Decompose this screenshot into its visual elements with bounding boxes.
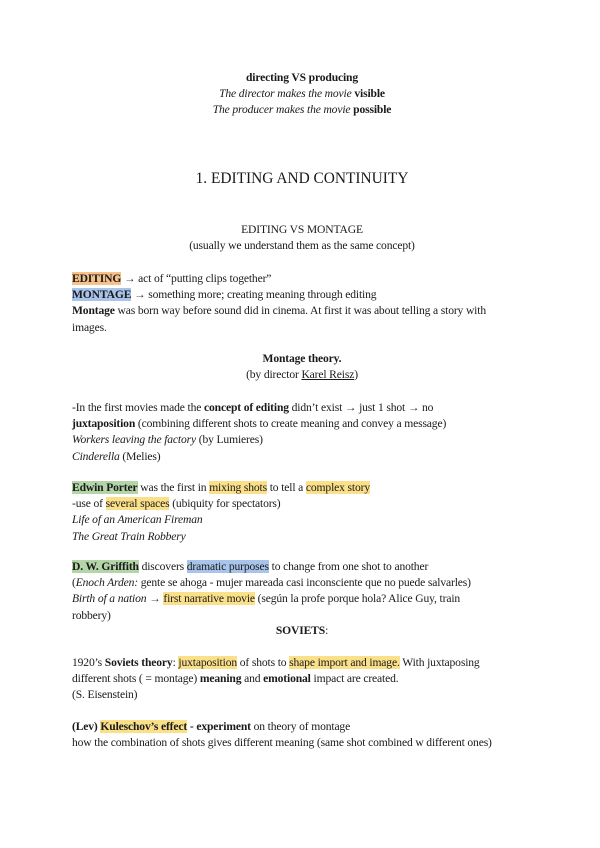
soviets-block xyxy=(72,655,532,704)
intro-line-director: The director makes the movie visible xyxy=(219,87,385,101)
griffith-block xyxy=(72,559,532,624)
intro-line-producer: The producer makes the movie possible xyxy=(212,103,392,117)
intro-title: directing VS producing xyxy=(245,71,359,84)
porter-block xyxy=(72,480,532,545)
soviets-title: SOVIETS: xyxy=(275,624,329,637)
griffith-line-4: robbery) xyxy=(72,608,111,622)
griffith-line-1: D. W. Griffith discovers dramatic purposes to change from one shot to another xyxy=(72,560,429,573)
montage-theory-title: Montage theory. xyxy=(262,352,342,365)
porter-film-1: Life of an American Fireman xyxy=(72,513,203,527)
griffith-line-3: Birth of a nation → first narrative movie (según la profe porque hola? Alice Guy, train xyxy=(72,592,461,606)
first-movies-line-2: juxtaposition (combining different shots to create meaning and convey a message) xyxy=(72,417,447,431)
montage-term: MONTAGE xyxy=(72,288,132,302)
montage-definition: MONTAGE → something more; creating meaning through editing xyxy=(72,288,377,302)
soviets-line-3: (S. Eisenstein) xyxy=(72,688,138,702)
griffith-line-2: (Enoch Arden: gente se ahoga - mujer mareada casi inconsciente que no puede salvarles) xyxy=(72,576,471,590)
section-heading: 1. EDITING AND CONTINUITY xyxy=(195,170,409,187)
editing-definition: EDITING → act of “putting clips together” xyxy=(72,272,272,285)
kuleshov-line-1: (Lev) Kuleschov’s effect - experiment on theory of montage xyxy=(72,720,351,733)
porter-film-2: The Great Train Robbery xyxy=(72,529,186,543)
soviets-line-2: different shots ( = montage) meaning and emotional impact are created. xyxy=(72,672,399,686)
montage-history-line: Montage was born way before sound did in cinema. At first it was about telling a story with xyxy=(72,304,486,318)
editing-vs-montage-title-block xyxy=(72,222,532,254)
kuleshov-block xyxy=(72,719,532,751)
porter-name: Edwin Porter xyxy=(72,481,138,494)
porter-line-1: Edwin Porter was the first in mixing shots to tell a complex story xyxy=(72,481,370,494)
kuleshov-line-2: how the combination of shots gives different meaning (same shot combined w different ones) xyxy=(72,736,492,750)
first-movies-block xyxy=(72,400,532,465)
director-name: Karel Reisz xyxy=(301,368,355,382)
porter-line-2: -use of several spaces (ubiquity for spectators) xyxy=(72,497,281,511)
soviets-line-1: 1920’s Soviets theory: juxtaposition of shots to shape import and image. With juxtaposing xyxy=(72,656,480,669)
montage-history-line-2: images. xyxy=(72,320,107,334)
griffith-name: D. W. Griffith xyxy=(72,560,139,573)
kuleshov-effect: Kuleschov’s effect xyxy=(100,720,188,733)
montage-theory-block xyxy=(72,351,532,383)
editing-vs-montage-subtitle: (usually we understand them as the same concept) xyxy=(189,239,415,253)
definitions-block xyxy=(72,271,532,336)
first-movies-line-3: Workers leaving the factory (by Lumieres) xyxy=(72,433,263,447)
first-movies-line-4: Cinderella (Melies) xyxy=(72,449,161,463)
editing-term: EDITING xyxy=(72,272,122,285)
editing-vs-montage-title: EDITING VS MONTAGE xyxy=(241,223,363,236)
montage-theory-by: (by director Karel Reisz) xyxy=(246,368,358,382)
first-movies-line-1: -In the first movies made the concept of editing didn’t exist → just 1 shot → no xyxy=(72,401,434,414)
intro-block xyxy=(72,70,532,119)
